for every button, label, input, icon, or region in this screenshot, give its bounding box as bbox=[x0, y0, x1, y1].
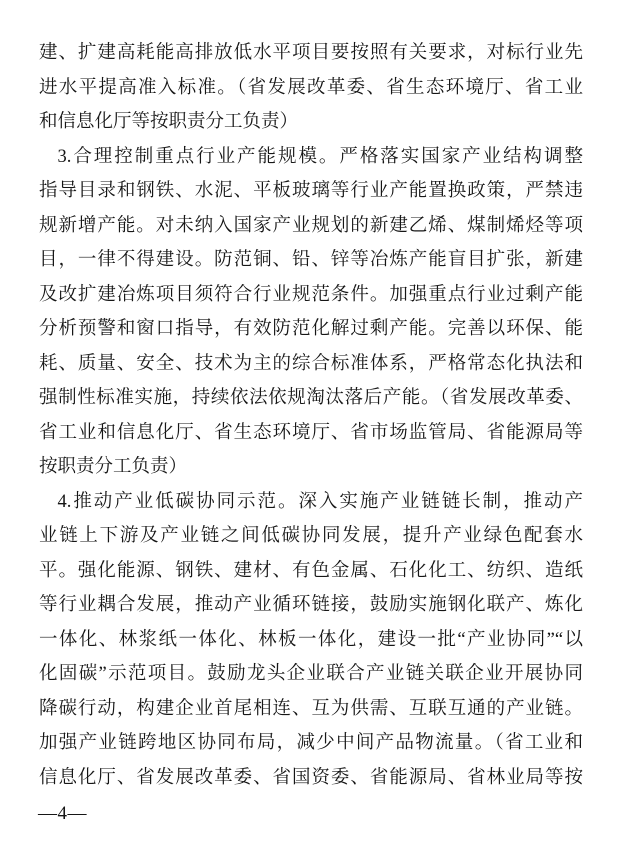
text-line: 化固碳”示范项目。鼓励龙头企业联合产业链关联企业开展协同 bbox=[39, 664, 583, 684]
text-line: 目，一律不得建设。防范铜、铅、锌等冶炼产能盲目扩张，新建 bbox=[39, 250, 583, 270]
text-line: 平。强化能源、钢铁、建材、有色金属、石化化工、纺织、造纸 bbox=[39, 560, 583, 581]
text-line: 建、扩建高耗能高排放低水平项目要按照有关要求，对标行业先 bbox=[39, 43, 583, 63]
paragraph bbox=[39, 485, 583, 796]
text-line: 分析预警和窗口指导，有效防范化解过剩产能。完善以环保、能 bbox=[39, 319, 583, 339]
text-line: 强制性标准实施，持续依法依规淘汰落后产能。（省发展改革委、 bbox=[39, 388, 583, 408]
text-line: 降碳行动，构建企业首尾相连、互为供需、互联互通的产业链。 bbox=[39, 698, 583, 719]
text-line: 业链上下游及产业链之间低碳协同发展，提升产业绿色配套水 bbox=[39, 526, 583, 546]
text-line: 和信息化厅等按职责分工负责） bbox=[39, 112, 299, 132]
paragraph bbox=[39, 36, 583, 140]
document-body bbox=[39, 36, 583, 795]
text-line: 及改扩建冶炼项目须符合行业规范条件。加强重点行业过剩产能 bbox=[39, 284, 583, 305]
text-line: 指导目录和钢铁、水泥、平板玻璃等行业产能置换政策，严禁违 bbox=[39, 181, 583, 201]
text-line: 加强产业链跨地区协同布局，减少中间产品物流量。（省工业和 bbox=[39, 733, 583, 753]
text-line: 4.推动产业低碳协同示范。深入实施产业链链长制，推动产 bbox=[57, 491, 583, 512]
text-line: 进水平提高准入标准。（省发展改革委、省生态环境厅、省工业 bbox=[39, 77, 583, 98]
page-number: —4— bbox=[38, 803, 87, 824]
text-line: 信息化厅、省发展改革委、省国资委、省能源局、省林业局等按 bbox=[39, 767, 583, 788]
text-line: 等行业耦合发展，推动产业循环链接，鼓励实施钢化联产、炼化 bbox=[39, 595, 583, 615]
text-line: 耗、质量、安全、技术为主的综合标准体系，严格常态化执法和 bbox=[39, 353, 583, 374]
text-line: 按职责分工负责） bbox=[39, 457, 188, 477]
text-line: 省工业和信息化厅、省生态环境厅、省市场监管局、省能源局等 bbox=[39, 422, 583, 443]
text-line: 一体化、林浆纸一体化、林板一体化，建设一批“产业协同”“以 bbox=[39, 629, 583, 650]
text-line: 3.合理控制重点行业产能规模。严格落实国家产业结构调整 bbox=[57, 146, 583, 167]
text-line: 规新增产能。对未纳入国家产业规划的新建乙烯、煤制烯烃等项 bbox=[39, 215, 583, 236]
paragraph bbox=[39, 140, 583, 485]
